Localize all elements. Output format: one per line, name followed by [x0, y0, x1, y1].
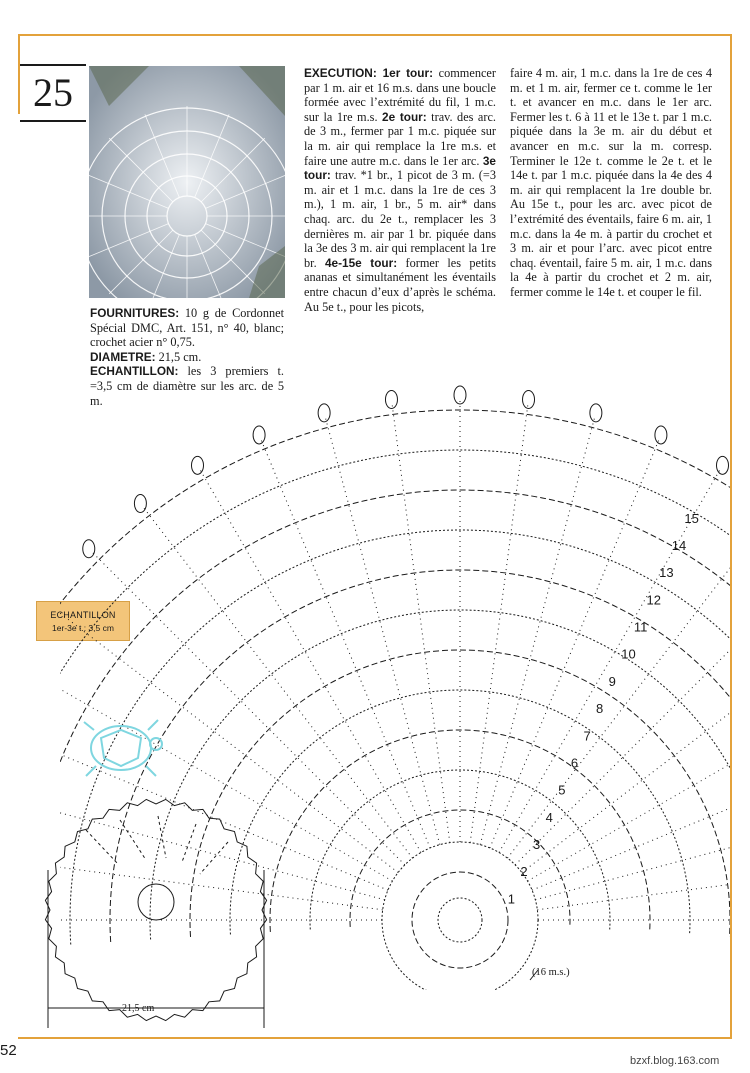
chart-picot [134, 494, 146, 512]
watermark-text: bzxf.blog.163.com [630, 1055, 720, 1067]
chart-round-arc [412, 872, 508, 968]
echantillon-text: les 3 premiers t. =3,5 cm de diamètre sur les arc. de 5 m. [90, 364, 284, 408]
doily-photo-image [89, 66, 285, 298]
echantillon-callout-subtitle: 1er-3e t.: 3,5 cm [52, 623, 114, 633]
fournitures-label: FOURNITURES: [90, 306, 180, 320]
tour-4-15-label: 4e-15e tour: [325, 255, 398, 270]
diametre-label: DIAMETRE: [90, 349, 156, 364]
chart-picot [83, 540, 95, 558]
chart-round-number: 13 [659, 565, 674, 581]
chart-picot [523, 390, 535, 408]
chart-round-number: 15 [684, 510, 699, 526]
chart-stitch-ray [480, 418, 594, 845]
tour-3-label: 3e tour: [304, 153, 496, 183]
chart-stitch-ray [325, 418, 439, 845]
execution-text-1: commencer par 1 m. air et 16 m.s. dans une boucle formée avec l’extrémité du fil, 1 m.c. sur la 1re m.s. [304, 66, 496, 124]
miniature-scalloped-edge [45, 799, 266, 1020]
frame-right-border [730, 34, 732, 1039]
chart-round-number: 2 [520, 864, 528, 880]
chart-round-arc [270, 730, 650, 932]
chart-picot [717, 456, 729, 474]
start-note: (16 m.s.) [532, 967, 570, 978]
execution-text-4: former les petits ananas et simultanément les éventails entre chacun d’eux d’après le schéma. Au 5e t., pour les picots, [304, 255, 496, 314]
chart-stitch-ray [528, 660, 730, 881]
chart-round-number: 1 [507, 891, 515, 907]
chart-round-number: 6 [570, 755, 579, 771]
turtle-stamp-icon [76, 708, 166, 786]
chart-stitch-ray [392, 404, 450, 842]
chart-round-number: 12 [646, 592, 662, 608]
chart-stitch-ray [522, 603, 730, 872]
chart-picot [590, 404, 602, 422]
chart-round-number: 3 [532, 837, 541, 853]
chart-round-number: 10 [621, 646, 636, 662]
chart-round-arc [350, 810, 570, 927]
diametre-text: 21,5 cm. [155, 349, 202, 364]
chart-round-number: 11 [633, 619, 648, 635]
chart-round-number: 7 [583, 728, 591, 744]
chart-stitch-ray [532, 782, 730, 899]
chart-round-arc [438, 898, 482, 942]
chart-picot [318, 404, 330, 422]
echantillon-callout-title: ECHANTILLON [50, 610, 116, 620]
chart-stitch-ray [499, 470, 720, 853]
chart-stitch-ray [532, 721, 730, 890]
execution-column [304, 66, 496, 314]
echantillon-label: ECHANTILLON: [90, 364, 179, 379]
chart-stitch-ray [470, 404, 528, 842]
chart-round-number: 14 [671, 537, 687, 553]
chart-stitch-ray [507, 507, 730, 858]
execution-paragraph [304, 66, 496, 314]
doily-size-miniature [28, 790, 288, 1050]
fournitures-text: 10 g de Cordonnet Spécial DMC, Art. 151, n° 40, blanc; crochet acier n° 0,75. [90, 306, 284, 350]
chart-round-number: 5 [558, 782, 566, 798]
execution-label: EXECUTION: 1er tour: [304, 66, 433, 80]
chart-round-number: 8 [596, 701, 604, 717]
tour-2-label: 2e tour: [382, 109, 427, 124]
pattern-number: 25 [20, 64, 86, 122]
chart-picot [385, 390, 397, 408]
execution-continued-column [510, 66, 712, 300]
chart-picot [655, 426, 667, 444]
chart-picot [192, 456, 204, 474]
execution-text-2: trav. des arc. de 3 m., fermer par 1 m.c. piquée sur la m. air qui remplace la 1re m.s. et faire une autre m.c. dans le 1er arc. [304, 109, 497, 168]
doily-photo [89, 66, 285, 298]
page-number: 52 [0, 1042, 17, 1059]
execution-text-3: trav. *1 br., 1 picot de 3 m. (=3 m. air et 1 m.c. dans la 1re de ces 3 m.), 1 m. air, 1 br., 5 m. air* dans chaq. arc. du 2e t., remplacer les 3 dernières m. air par 1 br. piquée dans la 3e des 3 m. air qui remplacent la 1re br. [304, 168, 496, 270]
chart-picot [253, 426, 265, 444]
chart-stitch-ray [537, 852, 730, 910]
execution-continued-text: faire 4 m. air, 1 m.c. dans la 1re de ces 4 m. et 1 m. air, fermer ce t. comme le 1er t. et avancer en m.c. dans le 1er arc. Fermer les t. 6 à 11 et le 13e t. par 1 m.c. piquée dans la 3e m. air du début et avancer en m.c. sur la m. corresp. Terminer le 12e t. comme le 2e t. et le 14e t. par 1 m.c. piquée dans la 4e des 4 m. air qui remplacent la 1re double br. Au 15e t., pour les arc. avec picot de l’extrémité des éventails, faire 6 m. air, 1 m.c. dans la 4e m. à partir du crochet et 3 m. air et pour l’arc. avec picot entre chaq. éventail, faire 5 m. air, 1 m.c. dans la 4e à partir du crochet et 2 m. air, fermer comme le 14e t. et couper le fil. [510, 66, 712, 299]
frame-top-border [18, 34, 732, 36]
chart-round-number: 9 [608, 673, 616, 689]
size-label: 21,5 cm [122, 1003, 155, 1014]
chart-round-number: 4 [545, 809, 553, 825]
